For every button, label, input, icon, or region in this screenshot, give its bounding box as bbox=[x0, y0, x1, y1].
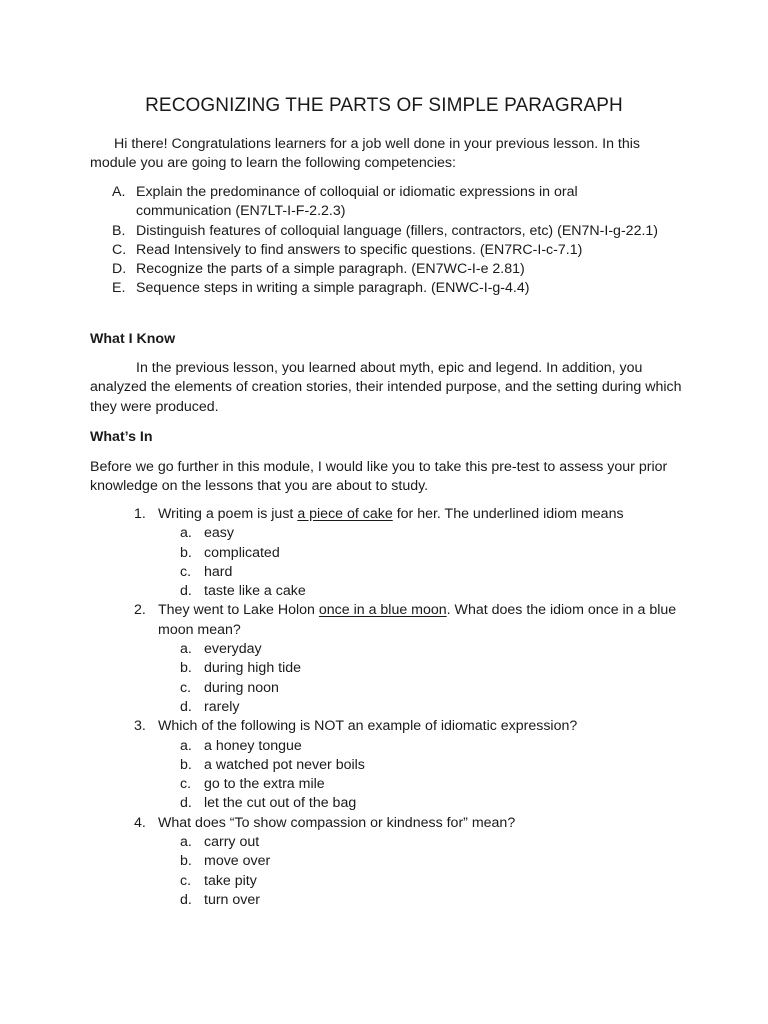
choice-item bbox=[180, 891, 694, 910]
choice-list bbox=[180, 833, 694, 910]
choice-item bbox=[180, 872, 694, 891]
choice-item bbox=[180, 659, 694, 678]
choice-text: take pity bbox=[204, 872, 257, 889]
page-title: RECOGNIZING THE PARTS OF SIMPLE PARAGRAPH bbox=[145, 95, 623, 116]
question-number: 4. bbox=[134, 814, 146, 831]
choice-item bbox=[180, 544, 694, 563]
what-i-know-paragraph bbox=[90, 359, 690, 417]
choice-letter: b. bbox=[180, 660, 192, 677]
what-i-know-heading: What I Know bbox=[90, 331, 176, 347]
choice-letter: d. bbox=[180, 891, 192, 908]
competency-marker: D. bbox=[112, 261, 127, 278]
competency-marker: C. bbox=[112, 241, 127, 258]
choice-text: let the cut out of the bag bbox=[204, 795, 357, 812]
choice-list bbox=[180, 737, 694, 814]
pretest-question-list bbox=[134, 505, 694, 910]
question-item bbox=[134, 601, 694, 717]
choice-text: go to the extra mile bbox=[204, 776, 325, 793]
question-text-before: They went to Lake Holon bbox=[158, 602, 319, 619]
intro-text: Hi there! Congratulations learners for a job well done in your previous lesson. In this module you are going to learn the following competencies: bbox=[90, 136, 641, 172]
question-item bbox=[134, 814, 694, 910]
choice-letter: d. bbox=[180, 698, 192, 715]
choice-text: move over bbox=[204, 853, 271, 870]
whats-in-heading: What’s In bbox=[90, 429, 153, 445]
question-underlined-idiom: a piece of cake bbox=[297, 506, 393, 522]
competency-text: Distinguish features of colloquial language (fillers, contractors, etc) (EN7N-I-g-22.1) bbox=[136, 222, 659, 239]
question-text-before: Writing a poem is just bbox=[158, 506, 298, 522]
choice-letter: a. bbox=[180, 525, 192, 542]
question-text bbox=[158, 505, 694, 524]
choice-item bbox=[180, 852, 694, 871]
choice-letter: c. bbox=[180, 776, 192, 793]
choice-item bbox=[180, 524, 694, 543]
choice-text: during high tide bbox=[204, 660, 302, 677]
choice-item bbox=[180, 794, 694, 813]
choice-text: a honey tongue bbox=[204, 737, 302, 754]
choice-item bbox=[180, 679, 694, 698]
choice-text: during noon bbox=[204, 679, 279, 696]
choice-text: carry out bbox=[204, 834, 260, 851]
question-item bbox=[134, 717, 694, 813]
choice-item bbox=[180, 698, 694, 717]
question-number: 2. bbox=[134, 602, 146, 619]
choice-letter: d. bbox=[180, 795, 192, 812]
competency-item bbox=[112, 222, 672, 241]
choice-text: turn over bbox=[204, 891, 260, 908]
question-underlined-idiom: once in a blue moon bbox=[318, 602, 447, 619]
choice-letter: c. bbox=[180, 679, 192, 696]
question-text-after: . What does the idiom once in a blue moon mean? bbox=[158, 602, 677, 638]
competency-text: Recognize the parts of a simple paragraph. (EN7WC-I-e 2.81) bbox=[136, 261, 525, 278]
choice-item bbox=[180, 756, 694, 775]
choice-text: rarely bbox=[204, 698, 240, 715]
question-text: What does “To show compassion or kindness for” mean? bbox=[158, 814, 516, 831]
competency-list bbox=[112, 183, 672, 299]
competency-text: Explain the predominance of colloquial or idiomatic expressions in oral communication (EN7LT-I-F-2.2.3) bbox=[136, 184, 578, 220]
competency-item bbox=[112, 279, 672, 298]
choice-text: taste like a cake bbox=[204, 583, 306, 600]
choice-text: complicated bbox=[204, 544, 280, 561]
competency-text: Sequence steps in writing a simple paragraph. (ENWC-I-g-4.4) bbox=[136, 280, 530, 297]
question-text-after: for her. The underlined idiom means bbox=[392, 506, 624, 522]
question-number: 1. bbox=[134, 506, 146, 522]
choice-item bbox=[180, 563, 694, 582]
choice-item bbox=[180, 833, 694, 852]
intro-paragraph bbox=[90, 135, 690, 174]
choice-letter: b. bbox=[180, 544, 192, 561]
choice-letter: a. bbox=[180, 641, 192, 658]
choice-item bbox=[180, 737, 694, 756]
choice-text: everyday bbox=[204, 641, 262, 658]
competency-text: Read Intensively to find answers to specific questions. (EN7RC-I-c-7.1) bbox=[136, 241, 583, 258]
choice-letter: a. bbox=[180, 834, 192, 851]
question-text bbox=[158, 601, 694, 640]
competency-item bbox=[112, 241, 672, 260]
competency-marker: B. bbox=[112, 222, 126, 239]
question-item bbox=[134, 505, 694, 601]
choice-text: hard bbox=[204, 563, 233, 580]
choice-list bbox=[180, 640, 694, 717]
competency-item bbox=[112, 183, 672, 222]
choice-letter: c. bbox=[180, 563, 192, 580]
whats-in-text: Before we go further in this module, I would like you to take this pre-test to assess your prior knowledge on the lessons that you are about to study. bbox=[90, 459, 668, 495]
choice-letter: b. bbox=[180, 756, 192, 773]
choice-text: easy bbox=[204, 525, 234, 542]
choice-text: a watched pot never boils bbox=[204, 756, 365, 773]
competency-marker: A. bbox=[112, 184, 126, 200]
choice-letter: d. bbox=[180, 583, 192, 600]
choice-item bbox=[180, 640, 694, 659]
choice-item bbox=[180, 582, 694, 601]
choice-list bbox=[180, 524, 694, 601]
choice-letter: c. bbox=[180, 872, 192, 889]
competency-marker: E. bbox=[112, 280, 126, 297]
whats-in-paragraph bbox=[90, 458, 690, 497]
choice-item bbox=[180, 775, 694, 794]
question-number: 3. bbox=[134, 718, 146, 735]
competency-item bbox=[112, 260, 672, 279]
choice-letter: a. bbox=[180, 737, 192, 754]
question-text: Which of the following is NOT an example of idiomatic expression? bbox=[158, 718, 578, 735]
choice-letter: b. bbox=[180, 853, 192, 870]
what-i-know-text: In the previous lesson, you learned about myth, epic and legend. In addition, you analyzed the elements of creation stories, their intended purpose, and the setting during which they were produced. bbox=[90, 360, 682, 415]
